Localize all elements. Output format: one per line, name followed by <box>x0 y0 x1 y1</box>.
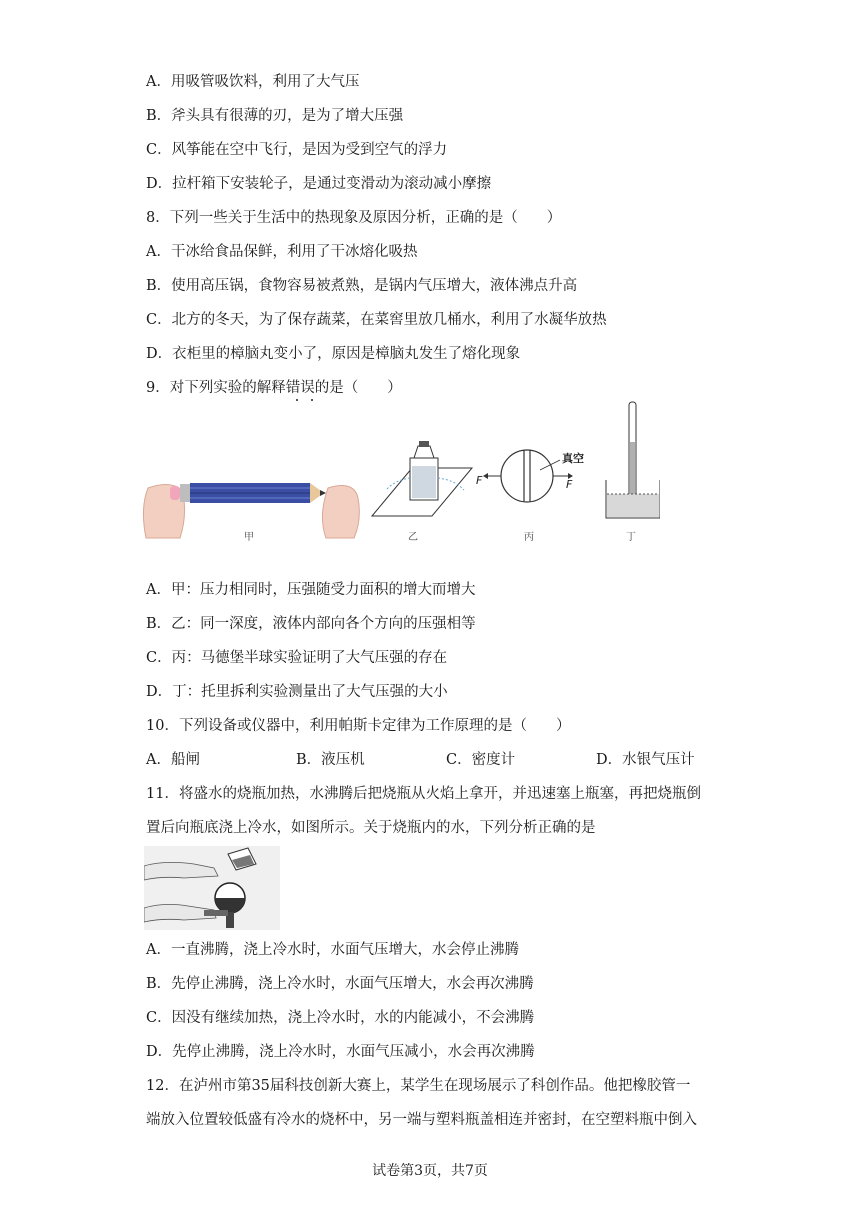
figure-label-bing: 丙 <box>524 532 534 543</box>
q11-flask-figure <box>144 846 280 930</box>
q12-line1: 12．在泸州市第35届科技创新大赛上，某学生在现场展示了科创作品。他把橡胶管一 <box>146 1078 691 1094</box>
q8-option-b: B．使用高压锅，食物容易被煮熟，是锅内气压增大，液体沸点升高 <box>146 278 578 294</box>
q9-option-c: C．丙：马德堡半球实验证明了大气压强的存在 <box>146 650 448 666</box>
magdeburg-hemispheres-illustration <box>476 450 584 502</box>
q9-figure <box>140 398 660 544</box>
q11-stem-line1: 11．将盛水的烧瓶加热，水沸腾后把烧瓶从火焰上拿开，并迅速塞上瓶塞，再把烧瓶倒 <box>146 786 701 802</box>
q10-option-d: D．水银气压计 <box>596 752 695 768</box>
q11-option-c: C．因没有继续加热，浇上冷水时，水的内能减小，不会沸腾 <box>146 1010 535 1026</box>
force-label-left: F <box>476 474 483 487</box>
q7-option-c: C．风筝能在空中飞行，是因为受到空气的浮力 <box>146 142 448 158</box>
q8-option-c: C．北方的冬天，为了保存蔬菜，在菜窖里放几桶水，利用了水凝华放热 <box>146 312 607 328</box>
bottle-experiment-illustration <box>372 441 472 516</box>
q11-option-d: D．先停止沸腾，浇上冷水时，水面气压减小，水会再次沸腾 <box>146 1044 535 1060</box>
q9-option-b: B．乙：同一深度，液体内部向各个方向的压强相等 <box>146 616 476 632</box>
q10-option-a: A．船闸 <box>146 752 200 768</box>
q9-option-d: D．丁：托里拆利实验测量出了大气压强的大小 <box>146 684 448 700</box>
figure-label-jia: 甲 <box>244 532 254 543</box>
vacuum-label: 真空 <box>562 452 584 465</box>
q8-option-a: A．干冰给食品保鲜，利用了干冰熔化吸热 <box>146 244 418 260</box>
q10-option-c: C．密度计 <box>446 752 516 768</box>
q12-line2: 端放入位置较低盛有冷水的烧杯中，另一端与塑料瓶盖相连并密封，在空塑料瓶中倒入 <box>146 1112 697 1128</box>
q10-option-b: B．液压机 <box>296 752 365 768</box>
q11-option-a: A．一直沸腾，浇上冷水时，水面气压增大，水会停止沸腾 <box>146 942 519 958</box>
q10-stem: 10．下列设备或仪器中，利用帕斯卡定律为工作原理的是（ ） <box>146 718 571 734</box>
q9-stem: 9．对下列实验的解释错误的是（ ） <box>146 380 402 396</box>
figure-label-yi: 乙 <box>408 532 418 543</box>
force-label-right: F <box>566 478 573 491</box>
q11-option-b: B．先停止沸腾，浇上冷水时，水面气压增大，水会再次沸腾 <box>146 976 534 992</box>
q7-option-a: A．用吸管吸饮料，利用了大气压 <box>146 74 360 90</box>
page-footer: 试卷第3页，共7页 <box>372 1163 488 1179</box>
q9-option-a: A．甲：压力相同时，压强随受力面积的增大而增大 <box>146 582 476 598</box>
q7-option-d: D．拉杆箱下安装轮子，是通过变滑动为滚动减小摩擦 <box>146 176 492 192</box>
q8-option-d: D．衣柜里的樟脑丸变小了，原因是樟脑丸发生了熔化现象 <box>146 346 521 362</box>
q8-stem: 8．下列一些关于生活中的热现象及原因分析，正确的是（ ） <box>146 210 562 226</box>
q11-stem-line2: 置后向瓶底浇上冷水，如图所示。关于烧瓶内的水，下列分析正确的是 <box>146 820 596 836</box>
q7-option-b: B．斧头具有很薄的刃，是为了增大压强 <box>146 108 404 124</box>
torricelli-experiment-illustration <box>606 402 660 518</box>
figure-label-ding: 丁 <box>626 532 636 543</box>
